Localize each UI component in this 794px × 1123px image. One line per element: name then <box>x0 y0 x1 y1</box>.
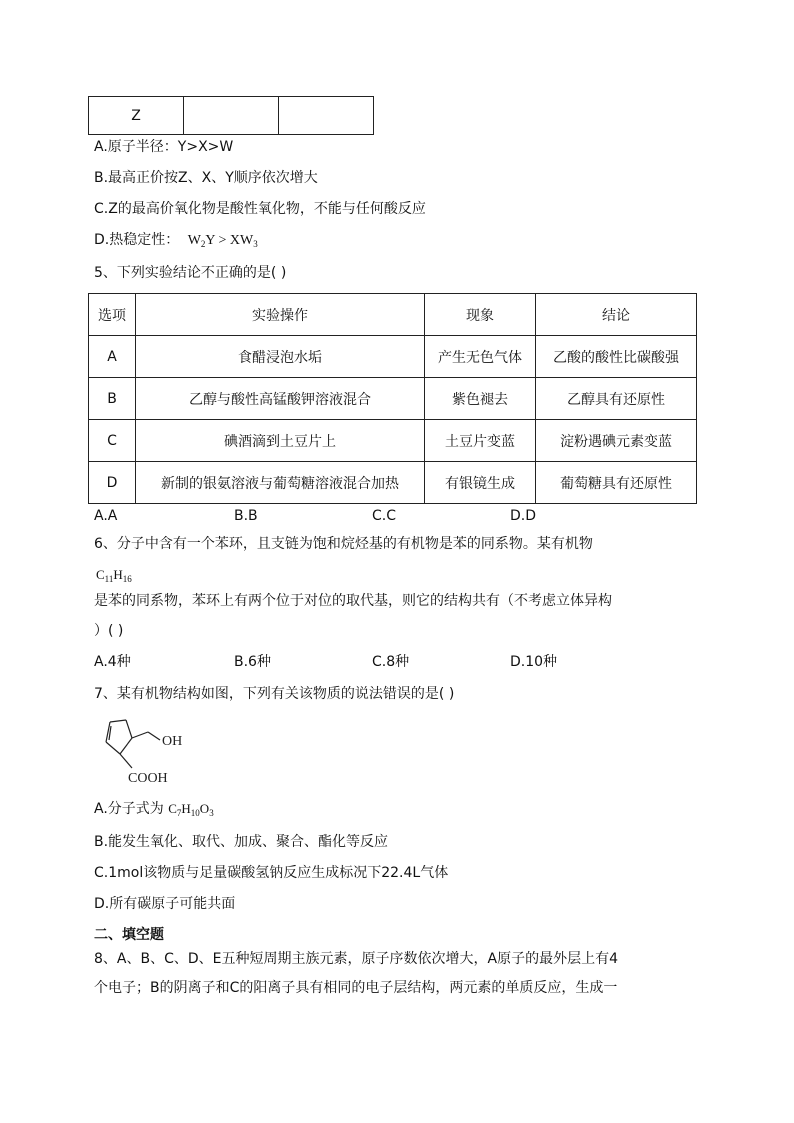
q4-option-a: A.原子半径：Y>X>W <box>94 139 234 155</box>
q6-option-d: D.10种 <box>510 654 558 670</box>
q6-stem: 6、分子中含有一个苯环，且支链为饱和烷烃基的有机物是苯的同系物。某有机物 <box>94 536 593 552</box>
molecule-structure <box>90 712 210 787</box>
q5-stem: 5、下列实验结论不正确的是( ) <box>94 265 287 281</box>
table-cell: 土豆片变蓝 <box>425 420 536 462</box>
section-title: 二、填空题 <box>94 927 164 943</box>
q7-option-d: D.所有碳原子可能共面 <box>94 896 236 912</box>
q6-stem-line3: ）( ) <box>94 623 124 639</box>
table-cell: 紫色褪去 <box>425 378 536 420</box>
table-header: 实验操作 <box>136 294 425 336</box>
q6-option-c: C.8种 <box>372 654 410 670</box>
table-row <box>89 378 697 420</box>
table-cell: D <box>89 462 136 504</box>
q6-option-a: A.4种 <box>94 654 131 670</box>
formula: $W_2Y > XW_3$ <box>187 233 258 249</box>
formula: $C_{11}H_{16}$ <box>96 567 132 584</box>
q7-option-b: B.能发生氧化、取代、加成、聚合、酯化等反应 <box>94 834 389 850</box>
table-cell: 食醋浸泡水垢 <box>136 336 425 378</box>
hydroxyl-label: OH <box>162 734 183 749</box>
q5-option-d: D.D <box>510 508 537 524</box>
table-header: 结论 <box>536 294 697 336</box>
table-cell: B <box>89 378 136 420</box>
q4-option-d-label: D.热稳定性： <box>94 232 180 248</box>
formula: $C_7H_{10}O_3$ <box>168 801 214 818</box>
q8-line1: 8、A、B、C、D、E五种短周期主族元素，原子序数依次增大，A原子的最外层上有4 <box>94 951 618 967</box>
table-cell: 乙醇与酸性高锰酸钾溶液混合 <box>136 378 425 420</box>
table-row <box>89 420 697 462</box>
q6-option-b: B.6种 <box>234 654 271 670</box>
table-row <box>89 462 697 504</box>
table-cell: 葡萄糖具有还原性 <box>536 462 697 504</box>
q4-option-c: C.Z的最高价氧化物是酸性氧化物，不能与任何酸反应 <box>94 201 426 217</box>
q5-option-b: B.B <box>234 508 258 524</box>
experiment-table <box>88 293 697 504</box>
element-table <box>88 96 374 135</box>
table-row <box>89 336 697 378</box>
q5-option-c: C.C <box>372 508 397 524</box>
table-header-row <box>89 294 697 336</box>
table-cell: 产生无色气体 <box>425 336 536 378</box>
q8-line2: 个电子；B的阴离子和C的阳离子具有相同的电子层结构，两元素的单质反应，生成一 <box>94 980 618 996</box>
table-cell: Z <box>89 97 184 135</box>
q4-option-d <box>94 231 258 253</box>
table-cell: 碘酒滴到土豆片上 <box>136 420 425 462</box>
table-cell: 乙酸的酸性比碳酸强 <box>536 336 697 378</box>
table-header: 现象 <box>425 294 536 336</box>
table-cell: 淀粉遇碘元素变蓝 <box>536 420 697 462</box>
q7-stem: 7、某有机物结构如图，下列有关该物质的说法错误的是( ) <box>94 686 455 702</box>
q7-option-c: C.1mol该物质与足量碳酸氢钠反应生成标况下22.4L气体 <box>94 865 449 881</box>
table-header: 选项 <box>89 294 136 336</box>
table-cell: C <box>89 420 136 462</box>
table-cell: A <box>89 336 136 378</box>
q5-option-a: A.A <box>94 508 118 524</box>
q6-stem-line2: 是苯的同系物，苯环上有两个位于对位的取代基，则它的结构共有（不考虑立体异构 <box>94 593 612 609</box>
q7-option-a <box>94 800 214 822</box>
table-cell <box>184 97 279 135</box>
carboxyl-label: COOH <box>128 771 168 786</box>
table-cell <box>279 97 374 135</box>
table-cell: 乙醇具有还原性 <box>536 378 697 420</box>
q7-option-a-label: A.分子式为 <box>94 801 169 817</box>
table-cell: 有银镜生成 <box>425 462 536 504</box>
table-cell: 新制的银氨溶液与葡萄糖溶液混合加热 <box>136 462 425 504</box>
q4-option-b: B.最高正价按Z、X、Y顺序依次增大 <box>94 170 318 186</box>
